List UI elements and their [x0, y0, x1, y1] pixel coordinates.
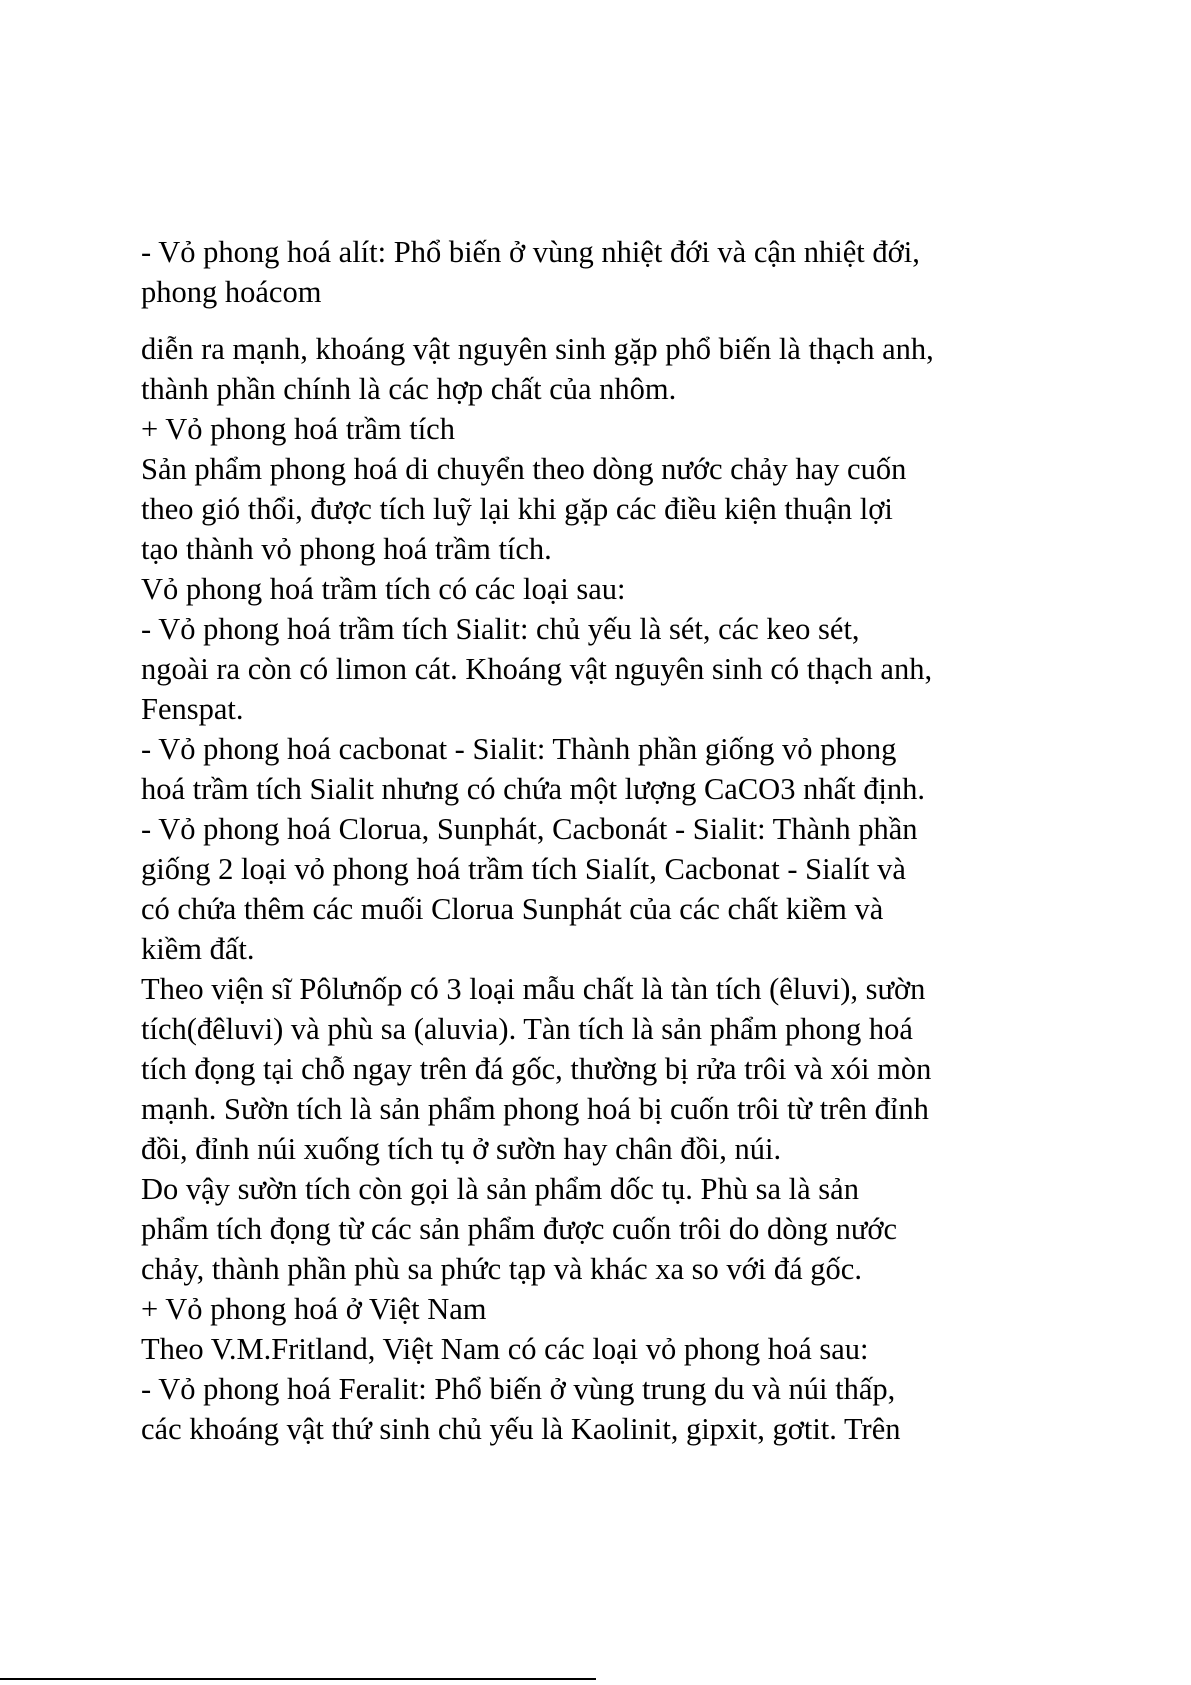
section-heading: + Vỏ phong hoá trầm tích [141, 412, 455, 446]
text-line: - Vỏ phong hoá trầm tích Sialit: chủ yếu là sét, các keo sét, [141, 612, 860, 646]
text-line: theo gió thổi, được tích luỹ lại khi gặp các điều kiện thuận lợi [141, 492, 893, 526]
text-line: chảy, thành phần phù sa phức tạp và khác xa so với đá gốc. [141, 1252, 862, 1286]
text-line: - Vỏ phong hoá alít: Phổ biến ở vùng nhiệt đới và cận nhiệt đới, [141, 235, 920, 269]
text-line: thành phần chính là các hợp chất của nhôm. [141, 372, 677, 406]
text-line: các khoáng vật thứ sinh chủ yếu là Kaolinit, gipxit, gơtit. Trên [141, 1412, 901, 1446]
text-line: Fenspat. [141, 692, 244, 726]
text-line: Theo viện sĩ Pôlưnốp có 3 loại mẫu chất là tàn tích (êluvi), sườn [141, 972, 926, 1006]
text-line: tích đọng tại chỗ ngay trên đá gốc, thường bị rửa trôi và xói mòn [141, 1052, 932, 1086]
text-line: - Vỏ phong hoá Feralit: Phổ biến ở vùng trung du và núi thấp, [141, 1372, 896, 1406]
text-line: phẩm tích đọng từ các sản phẩm được cuốn trôi do dòng nước [141, 1212, 898, 1246]
body-text [141, 232, 1076, 1449]
text-line: phong hoácom [141, 275, 322, 309]
text-line: diễn ra mạnh, khoáng vật nguyên sinh gặp phổ biến là thạch anh, [141, 332, 934, 366]
text-line: Vỏ phong hoá trầm tích có các loại sau: [141, 572, 626, 606]
text-line: ngoài ra còn có limon cát. Khoáng vật nguyên sinh có thạch anh, [141, 652, 933, 686]
text-line: - Vỏ phong hoá cacbonat - Sialit: Thành phần giống vỏ phong [141, 732, 897, 766]
text-line: Sản phẩm phong hoá di chuyển theo dòng nước chảy hay cuốn [141, 452, 907, 486]
section-heading: + Vỏ phong hoá ở Việt Nam [141, 1292, 487, 1326]
text-line: giống 2 loại vỏ phong hoá trầm tích Sialít, Cacbonat - Sialít và [141, 852, 906, 886]
text-line: kiềm đất. [141, 932, 255, 966]
text-line: tích(đêluvi) và phù sa (aluvia). Tàn tích là sản phẩm phong hoá [141, 1012, 913, 1046]
text-line: đồi, đỉnh núi xuống tích tụ ở sườn hay chân đồi, núi. [141, 1132, 782, 1166]
text-line: có chứa thêm các muối Clorua Sunphát của các chất kiềm và [141, 892, 884, 926]
text-line: tạo thành vỏ phong hoá trầm tích. [141, 532, 552, 566]
text-line: Theo V.M.Fritland, Việt Nam có các loại vỏ phong hoá sau: [141, 1332, 869, 1366]
text-line: Do vậy sườn tích còn gọi là sản phẩm dốc tụ. Phù sa là sản [141, 1172, 859, 1206]
text-line: mạnh. Sườn tích là sản phẩm phong hoá bị cuốn trôi từ trên đỉnh [141, 1092, 929, 1126]
footer-divider [0, 1678, 596, 1680]
text-line: - Vỏ phong hoá Clorua, Sunphát, Cacbonát - Sialit: Thành phần [141, 812, 918, 846]
text-line: hoá trầm tích Sialit nhưng có chứa một lượng CaCO3 nhất định. [141, 772, 926, 806]
